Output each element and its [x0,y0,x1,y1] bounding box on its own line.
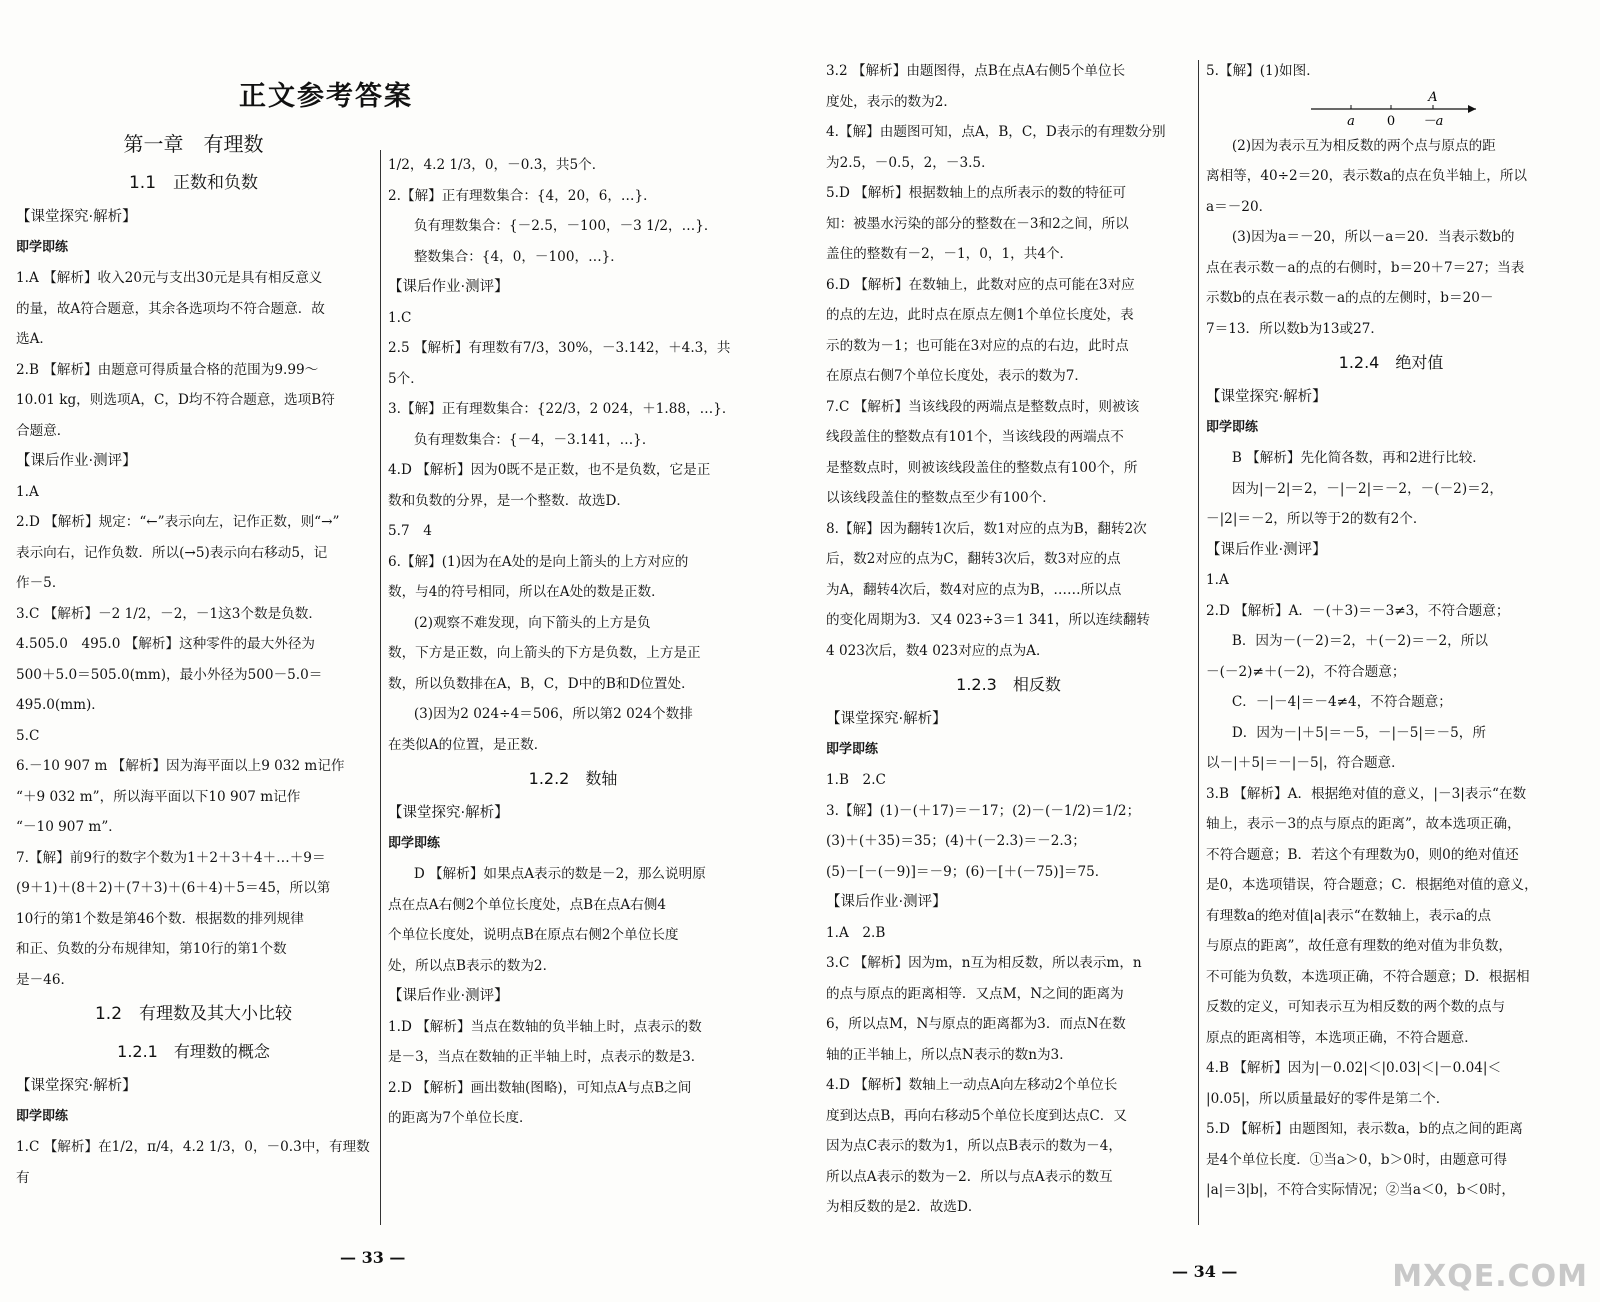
answer-line: 5.D 【解析】根据数轴上的点所表示的数的特征可 [826,185,1127,201]
answer-line: 6.D 【解析】在数轴上，此数对应的点可能在3对应 [826,276,1135,293]
answer-line: 以－|＋5|＝－|－5|，符合题意． [1206,755,1405,771]
answer-line: 在原点右侧7个单位长度处，表示的数为7． [826,368,1088,384]
answer-line: D 【解析】如果点A表示的数是－2，那么说明原 [413,866,706,882]
answer-line: 以该线段盖住的整数点至少有100个． [826,490,1056,506]
tick-neg-a-label: －a [1422,113,1444,129]
answer-line: 6，所以点M，N与原点的距离都为3．而点N在数 [826,1016,1126,1032]
answer-line: 4.【解】由题图可知，点A，B，C，D表示的有理数分别 [826,124,1166,140]
answer-line: 2.B 【解析】由题意可得质量合格的范围为9.99～ [16,361,319,378]
answer-line: 495.0(mm)． [16,697,105,713]
answer-line: 合题意． [16,422,71,439]
subsection-title: 1.2.4 绝对值 [1338,353,1444,372]
answer-line: 有理数a的绝对值|a|表示“在数轴上，表示a的点 [1206,907,1492,924]
answer-line: 5.【解】(1)如图． [1206,63,1320,79]
tick-origin-label: 0 [1386,113,1396,129]
answer-line: 处，所以点B表示的数为2． [388,957,557,974]
chapter-title: 第一章 有理数 [123,132,264,156]
answer-line: 负有理数集合：{－4，－3.141，…}． [413,431,656,448]
answer-line: 因为点C表示的数为1，所以点B表示的数为－4， [826,1138,1122,1154]
answer-line: 4.B 【解析】因为|－0.02|＜|0.03|＜|－0.04|＜ [1206,1060,1502,1076]
answer-line: (3)因为a＝－20，所以－a＝20．当表示数b的 [1231,229,1515,245]
column-body [388,150,758,1134]
answer-line: 因为|－2|＝2，－|－2|＝－2，－(－2)＝2， [1231,480,1503,497]
subheading-practice: 即学即练 [1206,419,1259,435]
answer-line: 点在点A右侧2个单位长度处，点B在点A右侧4 [388,896,667,913]
subheading-practice: 即学即练 [16,1108,69,1124]
answer-line: “＋9 032 m”，所以海平面以下10 907 m记作 [16,788,301,805]
answer-line: 数，与4的符号相同，所以在A处的数是正数． [388,584,665,600]
subsection-title: 1.2.2 数轴 [528,769,618,788]
answer-line: 500＋5.0＝505.0(mm)，最小外径为500－5.0＝ [16,666,323,683]
answer-line: 10.01 kg，则选项A，C，D均不符合题意，选项B符 [16,392,335,408]
section-tag: 【课后作业·测评】 [388,279,509,295]
answer-line: 的距离为7个单位长度． [388,1110,533,1126]
answer-line: 是4个单位长度．①当a＞0，b＞0时，由题意可得 [1206,1151,1508,1168]
answer-line: 离相等，40÷2＝20，表示数a的点在负半轴上，所以 [1206,168,1528,184]
answer-line: 2.D 【解析】A．－(＋3)＝－3≠3，不符合题意； [1206,602,1510,619]
section-title: 1.2 有理数及其大小比较 [94,1004,293,1024]
answer-line: 的变化周期为3．又4 023÷3＝1 341，所以连续翻转 [826,612,1151,628]
answer-line: 5个． [388,370,424,387]
column-divider [380,150,381,1225]
section-tag: 【课堂探究·解析】 [16,1078,137,1094]
answer-line: 不可能为负数，本选项正确，不符合题意；D．根据相 [1206,968,1530,985]
axis-arrow-icon [1468,105,1476,113]
answer-line: 1.B 2.C [826,772,886,788]
answer-line: 10行的第1个数是第46个数．根据数的排列规律 [16,910,304,927]
number-line-svg [1291,87,1491,131]
answer-line: 与原点的距离”，故任意有理数的绝对值为非负数， [1206,938,1513,954]
answer-line: 4 023次后，数4 023对应的点为A． [826,642,1050,659]
answer-line: 4.D 【解析】因为0既不是正数，也不是负数，它是正 [388,462,711,478]
answer-line: 3.【解】(1)－(＋17)＝－17；(2)－(－1/2)＝1/2； [826,802,1141,819]
answer-line: 表示向右，记作负数．所以(→5)表示向右移动5，记 [16,544,328,561]
section-tag: 【课后作业·测评】 [1206,541,1327,558]
answer-line: 轴的正半轴上，所以点N表示的数n为3． [826,1046,1073,1063]
section-tag: 【课后作业·测评】 [826,894,947,910]
column-body [16,202,371,1193]
answer-line: 1.A 【解析】收入20元与支出30元是具有相反意义 [16,270,323,286]
answer-line: (2)因为表示互为相反数的两个点与原点的距 [1231,137,1496,154]
answer-line: 线段盖住的整数点有101个，当该线段的两端点不 [826,429,1124,445]
answer-line: 7.【解】前9行的数字个数为1＋2＋3＋4＋…＋9＝ [16,849,326,866]
answer-line: C．－|－4|＝－4≠4，不符合题意； [1231,694,1452,710]
section-tag: 【课堂探究·解析】 [388,805,509,821]
answer-line: 3.B 【解析】A．根据绝对值的意义，|－3|表示“在数 [1206,785,1527,802]
page-number-33: — 33 — [340,1248,406,1267]
section-title: 1.1 正数和负数 [128,173,259,193]
answer-line: 的点与原点的距离相等．又点M，N之间的距离为 [826,985,1124,1002]
column-divider [1198,60,1199,1225]
point-A-label: A [1428,89,1438,105]
right-page-column-1 [826,56,1191,1223]
answer-line: 是整数点时，则被该线段盖住的整数点有100个，所 [826,459,1138,476]
answer-line: 1.C 【解析】在1/2，π/4，4.2 1/3，0，－0.3̇中，有理数有 [16,1139,370,1186]
answer-line: |0.05|，所以质量最好的零件是第二个． [1206,1090,1450,1107]
answer-line: 7.C 【解析】当该线段的两端点是整数点时，则被该 [826,398,1140,415]
subheading-practice: 即学即练 [826,741,879,757]
answer-line: |a|＝3|b|，不符合实际情况；②当a＜0，b＜0时， [1206,1182,1515,1198]
answer-line: 5.C [16,727,40,744]
subheading-practice: 即学即练 [388,835,441,851]
answer-line: 的量，故A符合题意，其余各选项均不符合题意．故 [16,300,325,317]
answer-line: 数，所以负数排在A，B，C，D中的B和D位置处． [388,675,695,692]
answer-line: 示的数为－1；也可能在3对应的点的右边，此时点 [826,337,1129,354]
answer-line: －|2|＝－2，所以等于2的数有2个． [1206,511,1427,527]
answer-line: 8.【解】因为翻转1次后，数1对应的点为B，翻转2次 [826,520,1147,537]
subsection-title: 1.2.3 相反数 [956,675,1061,694]
answer-line: 整数集合：{4，0，－100，…}． [413,248,624,265]
answer-line: 度处，表示的数为2． [826,93,957,110]
answer-line: －(－2)≠＋(－2)，不符合题意； [1206,663,1406,680]
page-title: 正文参考答案 [239,81,413,112]
answer-line: 是－3，当点在数轴的正半轴上时，点表示的数是3． [388,1049,705,1065]
answer-line: “－10 907 m”． [16,819,122,835]
answer-line: 所以点A表示的数为－2．所以与点A表示的数互 [826,1168,1113,1185]
answer-line: 3.【解】正有理数集合：{22/3，2 024，＋1.88，…}． [388,401,736,417]
answer-line: (2)观察不难发现，向下箭头的上方是负 [413,614,651,631]
section-tag: 【课堂探究·解析】 [16,209,137,225]
answer-line: 1/2，4.2 1/3，0，－0.3̇，共5个． [388,157,606,173]
left-page-column-2 [388,150,758,1134]
answer-line: 反数的定义，可知表示互为相反数的两个数的点与 [1206,999,1506,1015]
watermark-logo: MXQE.COM [1392,1259,1588,1294]
section-tag: 【课后作业·测评】 [388,988,509,1004]
answer-line: 1.A [16,483,39,500]
answer-line: 后，数2对应的点为C，翻转3次后，数3对应的点 [826,551,1121,567]
answer-line: 是－46． [16,971,75,988]
subsection-title: 1.2.1 有理数的概念 [117,1042,270,1061]
answer-line: 盖住的整数有－2，－1，0，1，共4个． [826,246,1074,262]
answer-line: 2.D 【解析】画出数轴(图略)，可知点A与点B之间 [388,1079,692,1096]
answer-line: 7＝13．所以数b为13或27． [1206,320,1384,337]
column-body [826,56,1191,1223]
answer-line: 度到达点B，再向右移动5个单位长度到达点C．又 [826,1107,1127,1124]
answer-line: 在类似A的位置，是正数． [388,736,548,753]
answer-line: 数和负数的分界，是一个整数．故选D． [388,492,630,509]
answer-line: 数，下方是正数，向上箭头的下方是负数，上方是正 [388,645,701,661]
answer-line: 3.2 【解析】由题图得，点B在点A右侧5个单位长 [826,63,1126,79]
section-tag: 【课堂探究·解析】 [1206,389,1327,405]
answer-line: 作－5． [16,575,66,591]
section-tag: 【课堂探究·解析】 [826,711,947,727]
answer-line: 为A，翻转4次后，数4对应的点为B，……所以点 [826,581,1122,598]
answer-line: 5.7 4 [388,523,432,539]
answer-line: 4.505.0 495.0 【解析】这种零件的最大外径为 [16,636,316,652]
answer-line: 3.C 【解析】－2 1/2，－2，－1这3个数是负数． [16,605,322,622]
answer-line: 是0，本选项错误，符合题意；C．根据绝对值的意义， [1206,877,1538,893]
answer-line: 1.A [1206,572,1229,588]
answer-line: 为相反数的是2．故选D． [826,1199,982,1215]
answer-line: 点在表示数－a的点的右侧时，b＝20＋7＝27；当表 [1206,259,1525,276]
answer-line: 6.－10 907 m 【解析】因为海平面以上9 032 m记作 [16,758,345,774]
answer-line: (9＋1)＋(8＋2)＋(7＋3)＋(6＋4)＋5＝45，所以第 [16,880,331,896]
answer-line: 5.D 【解析】由题图知，表示数a，b的点之间的距离 [1206,1121,1523,1137]
answer-line: (5)－[－(－9)]＝－9；(6)－[＋(－75)]＝75． [826,863,1109,880]
answer-line: D．因为－|＋5|＝－5，－|－5|＝－5，所 [1231,724,1486,741]
answer-line: B．因为－(－2)＝2，＋(－2)＝－2，所以 [1231,633,1488,649]
answer-line: 为2.5，－0.5，2，－3.5． [826,154,995,171]
number-line-figure [1206,87,1576,131]
answer-line: 的点的左边，此时点在原点左侧1个单位长度处，表 [826,307,1134,323]
answer-line: 负有理数集合：{－2.5，－100，－3 1/2，…}． [413,218,718,234]
answer-line: 原点的距离相等，本选项正确，不符合题意． [1206,1029,1478,1046]
answer-line: a＝－20． [1206,198,1273,215]
right-page-column-2 [1206,56,1576,1206]
answer-line: 不符合题意；B．若这个有理数为0，则0的绝对值还 [1206,846,1519,863]
answer-line: 6.【解】(1)因为在A处的是向上箭头的上方对应的 [388,553,689,570]
answer-line: 选A． [16,331,54,347]
answer-line: B 【解析】先化简各数，再和2进行比较． [1231,450,1486,466]
answer-line: 3.C 【解析】因为m，n互为相反数，所以表示m，n [826,955,1142,971]
subheading-practice: 即学即练 [16,239,69,255]
answer-line: 2.【解】正有理数集合：{4，20，6，…}． [388,187,657,204]
answer-line: (3)＋(＋35)＝35；(4)＋(－2.3)＝－2.3； [826,833,1086,849]
section-tag: 【课后作业·测评】 [16,453,137,469]
answer-line: 4.D 【解析】数轴上一动点A向左移动2个单位长 [826,1077,1118,1093]
answer-line: 1.C [388,309,412,326]
answer-line: 轴上，表示－3的点与原点的距离”，故本选项正确， [1206,816,1521,832]
answer-line: 示数b的点在表示数－a的点的左侧时，b＝20－ [1206,290,1494,306]
answer-line: 和正、负数的分布规律知，第10行的第1个数 [16,941,287,957]
answer-line: 2.5 【解析】有理数有7/3，30%，－3.142，＋4.3，共 [388,340,731,356]
tick-a-label: a [1347,113,1355,129]
page-number-34: — 34 — [1172,1262,1238,1281]
answer-line: 1.D 【解析】当点在数轴的负半轴上时，点表示的数 [388,1018,702,1035]
answer-line: 1.A 2.B [826,924,886,941]
answer-line: 知：被墨水污染的部分的整数在－3和2之间，所以 [826,215,1129,232]
column-body [1206,56,1576,1206]
answer-line: (3)因为2 024÷4＝506，所以第2 024个数排 [413,706,693,722]
answer-line: 个单位长度处，说明点B在原点右侧2个单位长度 [388,927,679,943]
answer-line: 2.D 【解析】规定：“←”表示向左，记作正数，则“→” [16,514,340,530]
